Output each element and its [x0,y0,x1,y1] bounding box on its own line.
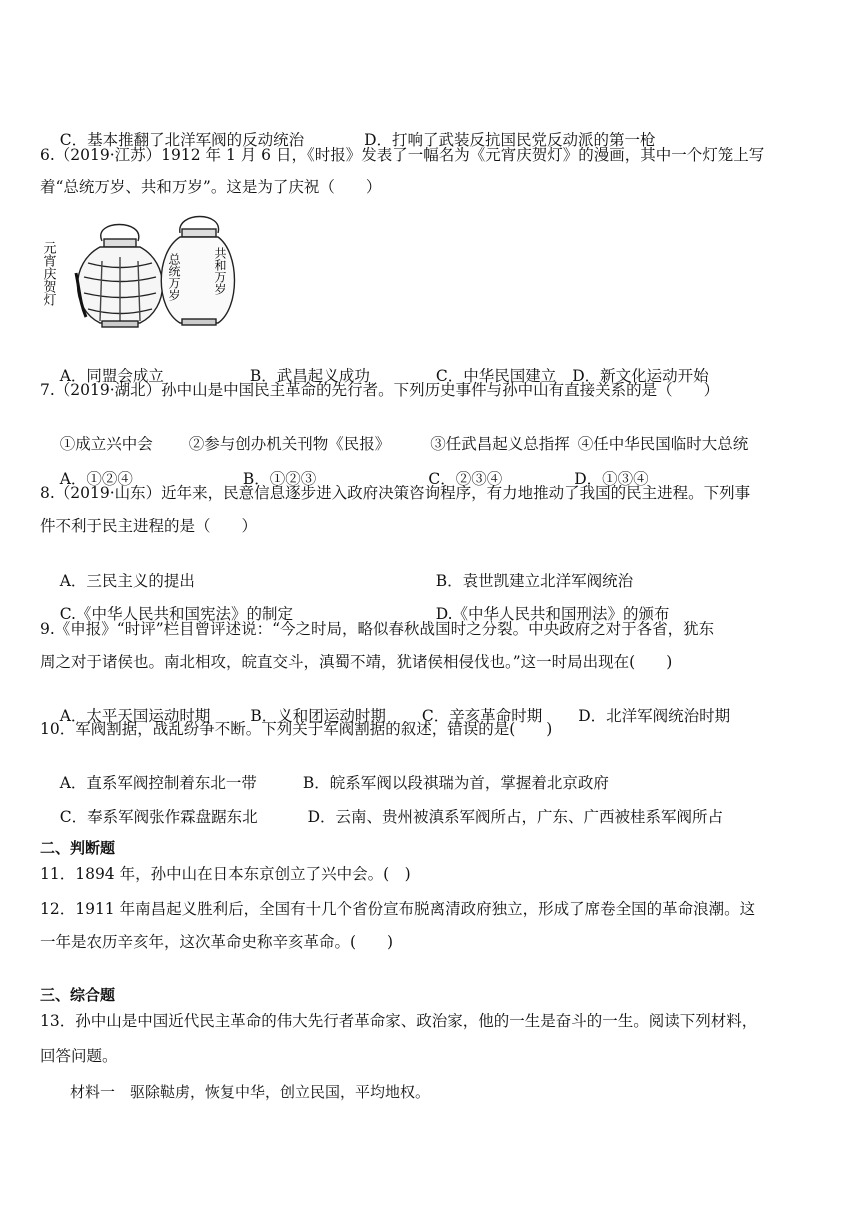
lantern-cartoon-image [40,213,240,333]
q6-option-c: C．中华民国建立 [435,367,557,385]
q6-stem-line2: 着“总统万岁、共和万岁”。这是为了庆祝（ ） [40,178,382,196]
q7-option-a: A．①②④ [59,470,133,488]
q7-item-4: ④任中华民国临时大总统 [577,435,749,453]
right-lantern-text-2: 总统万岁 [167,253,181,301]
q9-stem-line1: 9.《申报》“时评”栏目曾评述说：“今之时局，略似春秋战国时之分裂。中央政府之对于各省，犹东 [40,620,715,638]
q7-item-1: ①成立兴中会 [59,435,153,453]
q5-option-d: D．打响了武装反抗国民党反动派的第一枪 [364,131,656,149]
q7-option-c: C．②③④ [428,470,503,488]
q13-material-1: 材料一 驱除鞑虏，恢复中华，创立民国，平均地权。 [70,1083,431,1101]
q8-option-c: C.《中华人民共和国宪法》的制定 [59,605,293,623]
section-2-heading: 二、判断题 [40,839,116,857]
q5-option-c: C．基本推翻了北洋军阀的反动统治 [59,131,305,149]
q8-option-d: D.《中华人民共和国刑法》的颁布 [435,605,670,623]
q10-option-d: D．云南、贵州被滇系军阀所占，广东、广西被桂系军阀所占 [307,808,724,826]
q13-line2: 回答问题。 [40,1047,118,1065]
q9-option-b: B．义和团运动时期 [250,707,386,725]
q9-option-d: D．北洋军阀统治时期 [578,707,731,725]
q12-line1: 12．1911 年南昌起义胜利后，全国有十几个省份宣布脱离清政府独立，形成了席卷全国的革命浪潮。这 [40,900,756,918]
q9-stem-line2: 周之对于诸侯也。南北相攻，皖直交斗，滇蜀不靖，犹诸侯相侵伐也。”这一时局出现在( ) [40,653,673,671]
q8-option-b: B．袁世凯建立北洋军阀统治 [435,572,634,590]
q6-option-b: B．武昌起义成功 [249,367,370,385]
q9-option-a: A．太平天国运动时期 [59,707,211,725]
left-lantern-caption: 元宵庆贺灯 [40,241,56,306]
q7-item-3: ③任武昌起义总指挥 [430,435,570,453]
q11: 11．1894 年，孙中山在日本东京创立了兴中会。( ) [40,865,411,883]
q7-item-2: ②参与创办机关刊物《民报》 [188,435,391,453]
section-3-heading: 三、综合题 [40,986,116,1004]
q6-option-a: A．同盟会成立 [59,367,164,385]
q10-option-b: B．皖系军阀以段祺瑞为首，掌握着北京政府 [302,774,609,792]
q6-option-d: D．新文化运动开始 [572,367,709,385]
q7-option-b: B．①②③ [242,470,317,488]
q8-stem-line2: 件不利于民主进程的是（ ） [40,517,258,535]
q6-stem-line1: 6.（2019·江苏）1912 年 1 月 6 日，《时报》发表了一幅名为《元宵庆贺灯》的漫画，其中一个灯笼上写 [40,146,765,164]
q12-line2: 一年是农历辛亥年，这次革命史称辛亥革命。( ) [40,933,394,951]
right-lantern-text-1: 共和万岁 [213,247,227,295]
q8-stem-line1: 8.（2019·山东）近年来，民意信息逐步进入政府决策咨询程序，有力地推动了我国的民主进程。下列事 [40,484,751,502]
q9-option-c: C．辛亥革命时期 [421,707,543,725]
q10-stem: 10．军阀割据，战乱纷争不断。下列关于军阀割据的叙述，错误的是( ) [40,720,553,738]
q10-option-a: A．直系军阀控制着东北一带 [59,774,257,792]
q10-option-c: C．奉系军阀张作霖盘踞东北 [59,808,258,826]
q13-line1: 13．孙中山是中国近代民主革命的伟大先行者革命家、政治家，他的一生是奋斗的一生。阅读下列材料， [40,1012,758,1030]
q8-option-a: A．三民主义的提出 [59,572,195,590]
q7-option-d: D．①③④ [574,470,649,488]
left-lantern [76,225,163,328]
q7-stem: 7.（2019·湖北）孙中山是中国民主革命的先行者。下列历史事件与孙中山有直接关系的是（ ） [40,381,720,399]
q10-options-cd [40,787,723,847]
